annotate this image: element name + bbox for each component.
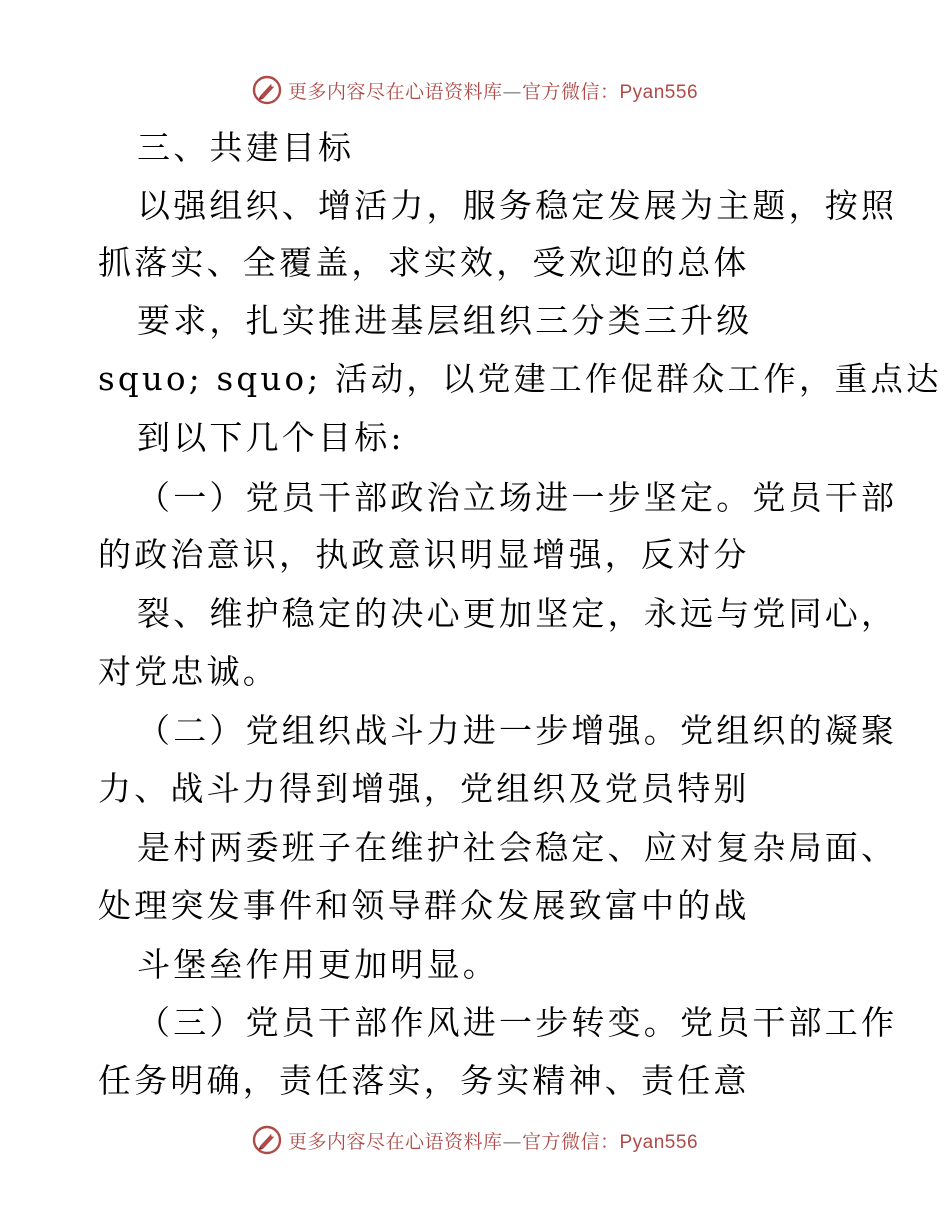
doc-line-12: 力、战斗力得到增强，党组织及党员特别 [98,769,750,808]
doc-line-10: 对党忠诚。 [98,652,279,691]
footer-watermark [0,1123,950,1157]
doc-line-8: 的政治意识，执政意识明显增强，反对分 [98,535,750,574]
doc-line-2: 以强组织、增活力，服务稳定发展为主题，按照 [137,186,898,225]
doc-line-16: （三）党员干部作风进一步转变。党员干部工作 [137,1003,898,1042]
pen-logo-icon [252,75,282,105]
doc-line-9: 裂、维护稳定的决心更加坚定，永远与党同心， [137,594,898,633]
watermark-site-name: 更多内容尽在心语资料库 [287,1130,503,1153]
doc-line-14: 处理突发事件和领导群众发展致富中的战 [98,886,750,925]
watermark-text [288,1127,698,1154]
doc-line-11: （二）党组织战斗力进一步增强。党组织的凝聚 [137,711,898,750]
watermark-wechat-id: Pyan556 [619,81,699,103]
watermark-dash: — [502,1130,522,1153]
header-watermark [0,73,950,107]
doc-line-6: 到以下几个目标: [137,418,405,457]
doc-line-15: 斗堡垒作用更加明显。 [137,945,499,984]
watermark-wechat-id: Pyan556 [619,1131,699,1153]
watermark-label: 官方微信： [521,80,620,103]
doc-line-3: 抓落实、全覆盖，求实效，受欢迎的总体 [98,243,750,282]
doc-line-13: 是村两委班子在维护社会稳定、应对复杂局面、 [137,828,898,867]
watermark-label: 官方微信： [521,1130,620,1153]
watermark-dash: — [502,80,522,103]
watermark-site-name: 更多内容尽在心语资料库 [287,80,503,103]
doc-line-17: 任务明确，责任落实，务实精神、责任意 [98,1061,750,1100]
watermark-text [288,77,698,104]
doc-line-5: squo; squo; 活动，以党建工作促群众工作，重点达 [98,360,942,398]
pen-logo-icon [252,1125,282,1155]
doc-line-4: 要求，扎实推进基层组织三分类三升级 [137,301,753,340]
doc-line-7: （一）党员干部政治立场进一步坚定。党员干部 [137,478,898,517]
doc-line-1: 三、共建目标 [137,128,355,167]
